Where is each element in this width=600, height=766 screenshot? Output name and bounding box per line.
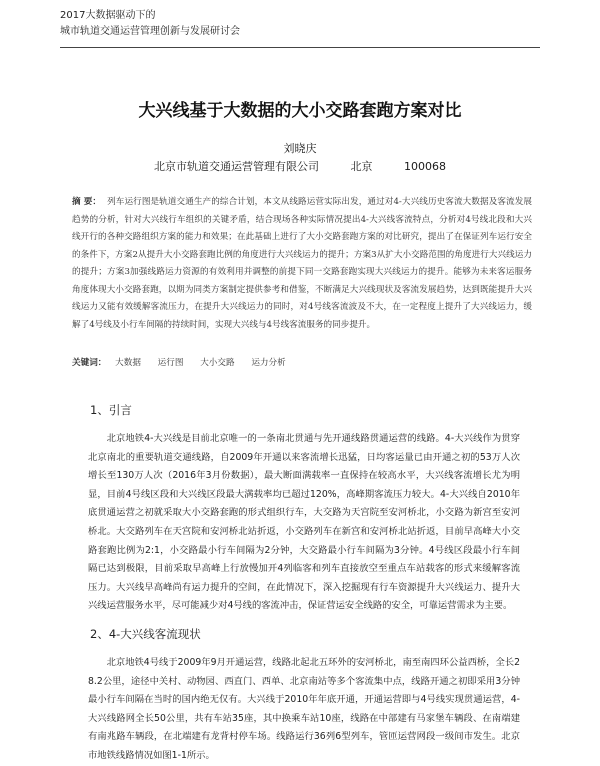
abstract-label: 摘 要： <box>72 197 102 207</box>
paper-title: 大兴线基于大数据的大小交路套跑方案对比 <box>138 101 462 121</box>
keyword: 运力分析 <box>251 358 286 368</box>
keyword: 运行图 <box>157 358 184 368</box>
keyword: 大数据 <box>115 358 141 368</box>
header-rule <box>60 47 540 48</box>
affiliation-city: 北京 <box>350 160 373 173</box>
section-2-heading: 2、4-大兴线客流现状 <box>90 627 201 641</box>
section-1-heading: 1、引言 <box>90 403 132 417</box>
header-line-2: 城市轨道交通运营管理创新与发展研讨会 <box>60 26 240 37</box>
keywords <box>72 356 532 368</box>
keyword: 大小交路 <box>200 358 235 368</box>
abstract-text: 列车运行图是轨道交通生产的综合计划，本文从线路运营实际出发，通过对4-大兴线历史客流大数据及客流发展趋势的分析，针对大兴线行车组织的关键矛盾，结合现场各种实际情况提出4-大兴线客流特点，分析对4号线北段和大兴线开行的各种交路组织方案的能力和效果；在此基础上进行了大小交路套跑方案的对比研究，提出了在保证列车运行安全的条件下，方案2从提升大小交路套跑比例的角度进行大兴线运力的提升；方案3从扩大小交路范围的角度进行大兴线运力的提升；方案3加强线路运力资源的有效利用并调整的前提下同一交路套跑实现大兴线运力的提升。能够为未来客运服务角度体现大小交路套跑，以期为同类方案制定提供参考和借鉴，不断满足大兴线现状及客流发展趋势，达到既能提升大兴线运力又能有效缓解客流压力，在提升大兴线运力的同时，对4号线客流波及不大，在一定程度上提升了大兴线运力，缓解了4号线及小行车间隔的持续时间，实现大兴线与4号线客流服务的同步提升。 <box>72 197 532 330</box>
affiliation-postcode: 100068 <box>404 160 446 173</box>
section-1-text: 北京地铁4-大兴线是目前北京唯一的一条南北贯通与先开通线路贯通运营的线路。4-大兴线作为贯穿北京南北的重要轨道交通线路，自2009年开通以来客流增长迅猛，日均客运量已由开通之初的53万人次增长至130万人次（2016年3月份数据），最大断面满载率一直保持在较高水平，大兴线客流增长尤为明显，目前4号线区段和大兴线区段最大满载率均已超过120%，高峰期客流压力较大。4-大兴线自2010年底贯通运营之初就采取大小交路套跑的形式组织行车，大交路为天宫院至安河桥北，小交路为新宫至安河桥北。大交路列车在天宫院和安河桥北站折返，小交路列车在新宫和安河桥北站折返，目前早高峰大小交路套跑比例为2:1，小交路最小行车间隔为2分钟，大交路最小行车间隔为3分钟。4号线区段最小行车间隔已达到极限，目前采取早高峰上行放慢加开4列临客和列车直接放空至重点车站载客的形式来缓解客流压力。大兴线早高峰尚有运力提升的空间，在此情况下，深入挖掘现有行车资源提升大兴线运力、提升大兴线运营服务水平，尽可能减少对4号线的客流冲击，保证营运安全线路的安全，可靠运营需求为主要。 <box>88 433 520 612</box>
keywords-label: 关键词： <box>72 358 107 368</box>
author-name: 刘晓庆 <box>283 142 317 155</box>
section-2-text: 北京地铁4号线于2009年9月开通运营，线路北起北五环外的安河桥北，南至南四环公益西桥，全长28.2公里，途径中关村、动物园、西直门、西单、北京南站等多个客流集中点，线路开通之初即采用3分钟最小行车间隔在当时的国内绝无仅有。大兴线于2010年年底开通，开通运营即与4号线实现贯通运营，4-大兴线路网全长50公里，共有车站35座，其中换乘车站10座，线路在中部建有马家堡车辆段、在南端建有南兆路车辆段，在北端建有龙背村停车场。线路运行36列6型列车，管匝运营网段一级间市发生。北京市地铁线路情况如图1-1所示。 <box>88 657 520 761</box>
affiliation-org: 北京市轨道交通运营管理有限公司 <box>154 160 319 173</box>
affiliation <box>0 158 600 174</box>
abstract <box>72 194 532 334</box>
header-line-1: 2017大数据驱动下的 <box>60 10 156 21</box>
running-header <box>60 8 240 40</box>
